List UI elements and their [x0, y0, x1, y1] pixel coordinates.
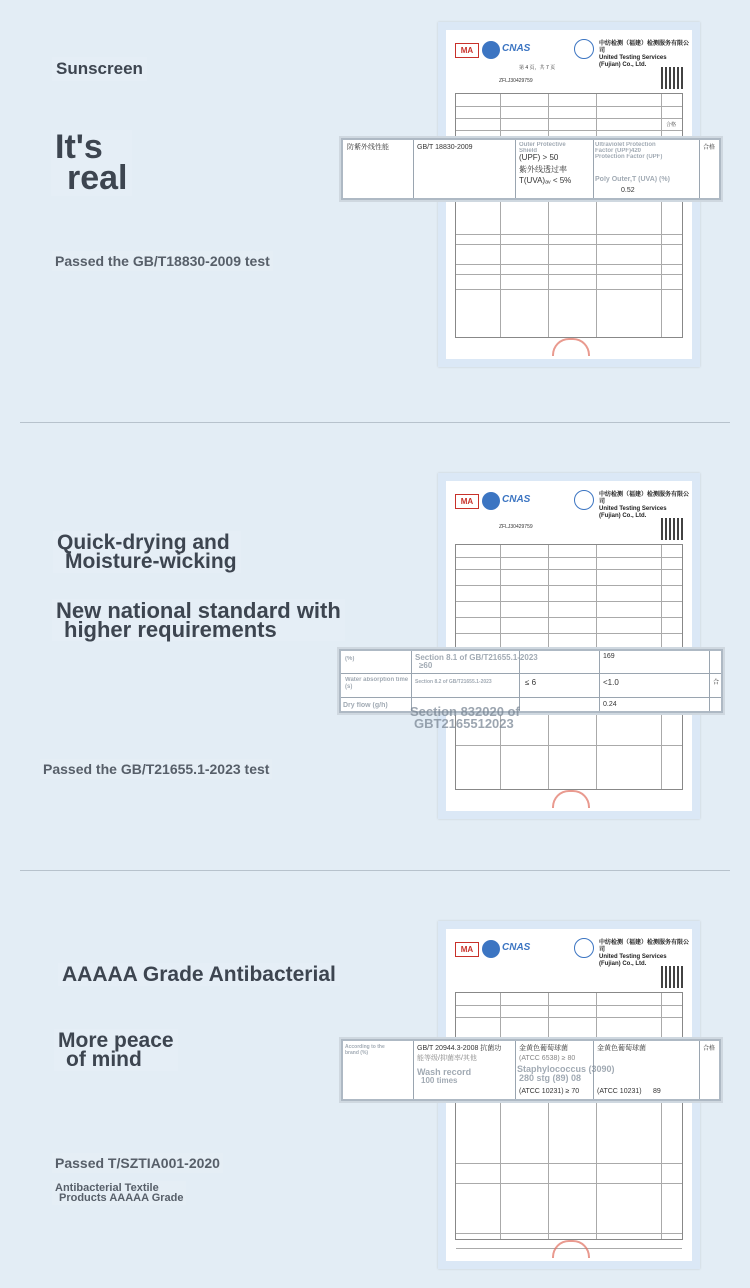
ilac-logo-icon	[482, 940, 500, 958]
highlight-uv-row	[341, 138, 721, 200]
wick-r1-value: 169	[603, 653, 615, 660]
heading-real-line: real	[67, 159, 128, 197]
ab-item-en2: brand (%)	[345, 1050, 369, 1056]
heading-its-line: It's	[55, 128, 103, 166]
wick-r2-std: Section 8.2 of GB/T21655.1-2023	[415, 679, 492, 685]
wick-r1-std: Section 8.1 of GB/T21655.1-2023	[415, 653, 538, 662]
wick-r2-label: Water absorption time (s)	[345, 677, 409, 690]
uv-req-upf: (UPF) > 50	[519, 153, 559, 162]
cert-result: 合格	[666, 122, 677, 128]
cert-seal-icon	[552, 338, 590, 356]
cert-seal-icon	[552, 790, 590, 808]
ab-req-a: 金黄色葡萄球菌	[519, 1045, 568, 1052]
uts-logo-icon	[574, 39, 594, 59]
cnas-logo-icon: CNAS	[502, 43, 531, 54]
uv-pass: 合格	[703, 145, 716, 151]
section-antibacterial	[0, 871, 750, 1288]
lab-name: 中纺检测（福建）检测服务有限公司 United Testing Services (Fujian) Co., Ltd.	[599, 940, 690, 967]
highlight-antibacterial-row	[341, 1039, 721, 1101]
ab-standard-b: 能等级/抑菌率/其他	[417, 1055, 477, 1062]
wick-r3-value: 0.24	[603, 701, 617, 708]
uts-logo-icon	[574, 490, 594, 510]
heading-new-standard: New national standard with higher requirements	[52, 599, 345, 641]
cnas-logo-icon: CNAS	[502, 942, 531, 953]
wick-pass: 合	[713, 680, 720, 686]
ab-res-b: (ATCC 10231)	[597, 1088, 642, 1095]
cert-logos	[455, 492, 550, 514]
wick-r1-label: (%)	[345, 656, 355, 662]
ab-res-a: 金黄色葡萄球菌	[597, 1045, 646, 1052]
cert-table	[455, 992, 683, 1240]
heading-peace-of-mind: More peace of mind	[54, 1029, 178, 1071]
uv-res-en1: Ultraviolet Protection	[595, 142, 656, 148]
uv-item: 防紫外线性能	[347, 144, 389, 151]
uv-standard: GB/T 18830-2009	[417, 144, 473, 151]
heading-sunscreen: Sunscreen	[52, 57, 147, 81]
highlight-wicking-rows	[339, 649, 723, 713]
uv-req-label: 紫外线透过率	[519, 165, 567, 174]
uv-req-tuva: T(UVA)ₐᵥ < 5%	[519, 176, 572, 185]
uv-res-value: 0.52	[621, 187, 635, 194]
report-number: ZFLJ30429759	[499, 524, 533, 530]
heading-its-real	[51, 130, 132, 196]
lab-name: 中纺检测（福建）检测服务有限公司 United Testing Services (Fujian) Co., Ltd.	[599, 492, 690, 519]
ilac-logo-icon	[482, 41, 500, 59]
cert-table	[455, 93, 683, 338]
cert-seal-icon	[552, 1240, 590, 1258]
uv-req-en2: Shield	[519, 148, 538, 154]
ab-standard-a: GB/T 20944.3-2008 抗菌功	[417, 1045, 502, 1052]
wick-r2-req: ≤ 6	[525, 678, 537, 687]
uv-res-en3: Protection Factor (UPF)	[595, 154, 663, 160]
ab-wash-en1: Wash record	[417, 1067, 472, 1077]
uts-logo-icon	[574, 938, 594, 958]
heading-quick-dry: Quick-drying and Moisture-wicking	[53, 531, 241, 573]
ab-req-en2: 280 stg (89) 08	[519, 1073, 582, 1083]
cert-logos	[455, 940, 550, 962]
uv-res-en4: Poly Outer,T (UVA) (%)	[595, 176, 670, 183]
qr-code-icon	[661, 966, 683, 988]
ab-wash-en2: 100 times	[421, 1076, 458, 1085]
section-quick-dry	[0, 423, 750, 870]
cert-logos	[455, 41, 550, 63]
ab-req-c: (ATCC 10231) ≥ 70	[519, 1088, 580, 1095]
wick-r1-std-b: ≥60	[419, 661, 433, 670]
ilac-logo-icon	[482, 492, 500, 510]
wick-r2-value: <1.0	[603, 678, 619, 687]
heading-aaaaa-antibacterial: AAAAA Grade Antibacterial	[58, 963, 340, 986]
ma-logo-icon: MA	[455, 494, 479, 509]
caption-tsztia: Passed T/SZTIA001-2020	[52, 1153, 223, 1173]
wick-r3-std-big2: GBT2165512023	[414, 716, 514, 731]
ab-req-b: (ATCC 6538) ≥ 80	[519, 1055, 576, 1062]
lab-name: 中纺检测（福建）检测服务有限公司 United Testing Services (Fujian) Co., Ltd.	[599, 41, 690, 68]
ab-req-en1: Staphylococcus (3090)	[517, 1064, 615, 1074]
test-certificate	[438, 473, 700, 819]
ab-pass: 合格	[703, 1046, 716, 1052]
cnas-logo-icon: CNAS	[502, 494, 531, 505]
ma-logo-icon: MA	[455, 942, 479, 957]
uv-req-en1: Outer Protective	[519, 142, 566, 148]
qr-code-icon	[661, 67, 683, 89]
qr-code-icon	[661, 518, 683, 540]
uv-res-en2: Factor (UPF)420	[595, 148, 642, 154]
report-page: 第 4 页，共 7 页	[519, 65, 556, 71]
wick-r3-label: Dry flow (g/h)	[343, 702, 388, 709]
ab-res-value: 89	[653, 1088, 661, 1095]
ma-logo-icon: MA	[455, 43, 479, 58]
caption-gb21655: Passed the GB/T21655.1-2023 test	[40, 759, 272, 779]
wick-r3-std-big1: Section 832020 of	[410, 704, 520, 719]
report-number: ZFLJ30429759	[499, 78, 533, 84]
section-sunscreen	[0, 0, 750, 422]
caption-aaaaa-grade: Antibacterial Textile Products AAAAA Grade	[52, 1181, 186, 1205]
ab-item-en1: According to the	[345, 1044, 385, 1050]
caption-gb18830: Passed the GB/T18830-2009 test	[52, 251, 273, 271]
